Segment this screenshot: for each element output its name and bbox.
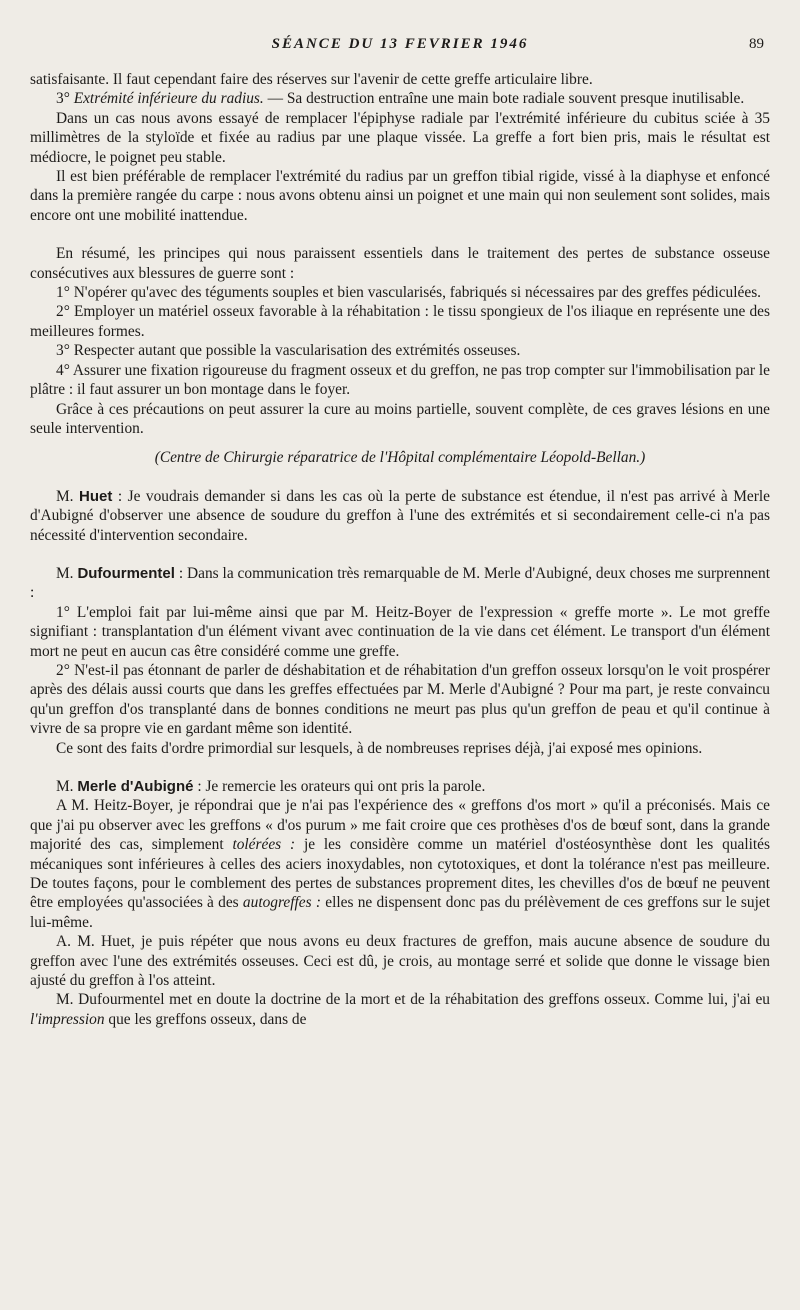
discussion-huet: [30, 487, 770, 545]
paragraph-summary: En résumé, les principes qui nous paraissent essentiels dans le traitement des pertes de substance osseuse consécutives aux blessures de guerre sont :: [30, 245, 770, 282]
speaker-title: M.: [56, 778, 78, 795]
principle-item: 1° N'opérer qu'avec des téguments souples et bien vascularisés, fabriqués si nécessaires par des greffes pédiculées.: [56, 284, 762, 302]
paragraph-radius-heading: [30, 89, 770, 108]
paragraph: [30, 990, 770, 1029]
running-title: SÉANCE DU 13 FEVRIER 1946: [271, 36, 529, 52]
speaker-title: M.: [56, 487, 80, 505]
paragraph: Grâce à ces précautions on peut assurer la cure au moins partielle, souvent complète, de ces graves lésions en une seule intervention.: [30, 400, 770, 437]
emphasis: tolérées :: [232, 836, 296, 854]
paragraph: 1° L'emploi fait par lui-même ainsi que par M. Heitz-Boyer de l'expression « greffe morte ». Le mot greffe signifiant : transplantation d'un élément vivant avec continuation de la vie dans cet élément. Le transport d'un élément mort ne peut en aucun cas être considéré comme une greffe.: [30, 603, 770, 660]
principle-item: 4° Assurer une fixation rigoureuse du fragment osseux et du greffon, ne pas trop compter sur l'immobilisation par le plâtre : il faut assurer un bon montage dans le foyer.: [30, 361, 770, 399]
paragraph: Dans un cas nous avons essayé de remplacer l'épiphyse radiale par l'extrémité inférieure du cubitus sciée à 35 millimètres de la styloïde et fixée au radius par une plaque vissée. La greffe a fort bien pris, mais le résultat est médiocre, le poignet peu stable.: [30, 109, 770, 166]
paragraph: satisfaisante. Il faut cependant faire des réserves sur l'avenir de cette greffe articulaire libre.: [30, 71, 593, 88]
principle-item: 2° Employer un matériel osseux favorable à la réhabitation : le tissu spongieux de l'os iliaque en représente une des meilleures formes.: [30, 303, 770, 340]
principle-item: 3° Respecter autant que possible la vascularisation des extrémités osseuses.: [56, 342, 521, 360]
paragraph: Ce sont des faits d'ordre primordial sur lesquels, à de nombreuses reprises déjà, j'ai exposé mes opinions.: [56, 739, 703, 757]
article-body: [30, 70, 770, 1029]
paragraph: 2° N'est-il pas étonnant de parler de déshabitation et de réhabitation d'un greffon osseux lorsqu'on le voit prospérer après des délais aussi courts que dans les greffes effectuées par M. Merle d'Aubigné ? Pour ma part, je reste convaincu qu'un greffon d'os transplanté dans de bonnes conditions ne meurt pas plus qu'un greffon de peau et qu'il continue à vivre de sa propre vie en gardant même son identité.: [30, 661, 770, 738]
paragraph-text: M. Dufourmentel met en doute la doctrine de la mort et de la réhabitation des greffons osseux. Comme lui, j'ai eu: [56, 991, 770, 1009]
paragraph-text: A M. Heitz-Boyer, je répondrai que je n'ai pas l'expérience des « greffons d'os mort » qu'il a préconisés. Mais ce que j'ai pu observer avec les greffons « d'os purum » me fait croire que ces prothèses d'os de bœuf sont, dans la grande majorité des cas, simplement: [30, 797, 770, 854]
paragraph-text: elles ne dispensent donc pas du prélèvement de ces greffons sur le sujet lui-même.: [30, 894, 770, 931]
item-number: 3°: [56, 90, 74, 108]
paragraph-text: : Je voudrais demander si dans les cas où la perte de substance est étendue, il n'est pas arrivé à Merle d'Aubigné d'observer une absence de soudure du greffon à l'une des extrémités et si secondairement celle-ci n'a pas nécessité d'intervention secondaire.: [30, 487, 770, 544]
page-header: [30, 36, 770, 56]
paragraph: Il est bien préférable de remplacer l'extrémité du radius par un greffon tibial rigide, vissé à la diaphyse et enfoncé dans la première rangée du carpe : nous avons obtenu ainsi un poignet et une main qui non seulement sont solides, mais encore ont une mobilité inattendue.: [30, 168, 770, 224]
affiliation: (Centre de Chirurgie réparatrice de l'Hôpital complémentaire Léopold-Bellan.): [154, 449, 646, 467]
paragraph-text: je les considère comme un matériel d'ostéosynthèse dont les qualités mécaniques sont inférieures à celles des aciers inoxydables, non cytotoxiques, et dont la tolérance n'est pas meilleure. De toutes façons, pour le comblement des pertes de substances proprement dites, les chevilles d'os de bœuf ne peuvent être employées qu'associées à des: [30, 836, 770, 912]
paragraph-text: que les greffons osseux, dans de: [104, 1010, 307, 1028]
section-heading: Extrémité inférieure du radius.: [73, 90, 264, 108]
discussion-merle: [30, 777, 770, 796]
speaker-title: M.: [56, 564, 78, 582]
paragraph-text: : Je remercie les orateurs qui ont pris la parole.: [193, 778, 486, 795]
page-number: 89: [749, 36, 764, 52]
discussion-dufourmentel: [30, 564, 770, 603]
paragraph: A. M. Huet, je puis répéter que nous avons eu deux fractures de greffon, mais aucune absence de soudure du greffon avec l'une des extrémités osseuses. Ceci est dû, je crois, au montage serré et solide que donne le vissage bien ajusté du greffon à l'os atteint.: [30, 933, 770, 990]
emphasis: autogreffes :: [242, 894, 321, 912]
speaker-name: Merle d'Aubigné: [77, 778, 194, 795]
speaker-name: Huet: [79, 487, 113, 505]
paragraph-text: : Dans la communication très remarquable de M. Merle d'Aubigné, deux choses me surprennent :: [30, 564, 770, 602]
paragraph: [30, 796, 770, 932]
emphasis: l'impression: [30, 1010, 105, 1028]
speaker-name: Dufourmentel: [77, 564, 175, 582]
paragraph-text: — Sa destruction entraîne une main bote radiale souvent presque inutilisable.: [263, 90, 745, 108]
